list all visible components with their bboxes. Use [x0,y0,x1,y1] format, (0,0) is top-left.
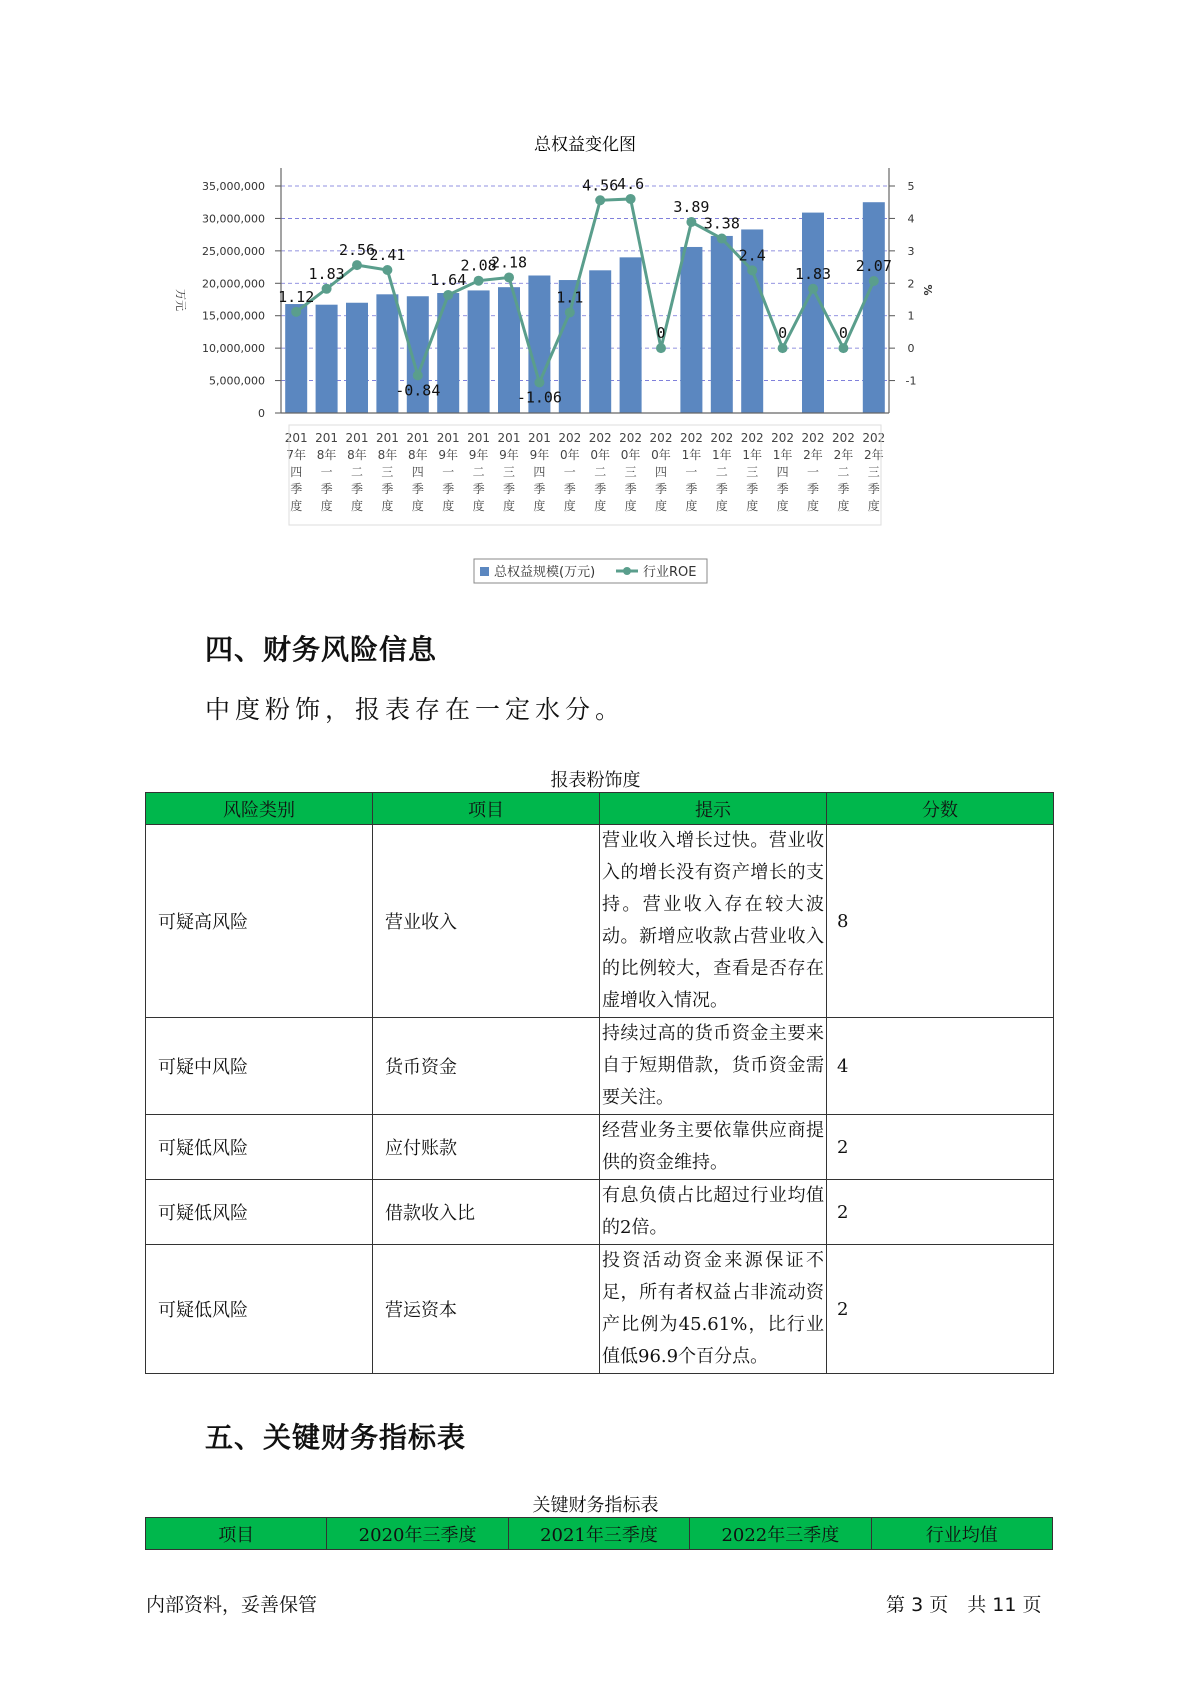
x-tick-label: 0年 [651,448,671,462]
risk-hint: 投资活动资金来源保证不足，所有者权益占非流动资产比例为45.61%，比行业值低96.9个百分点。 [600,1245,827,1374]
page-total: 11 [992,1594,1017,1616]
x-tick-label: 度 [746,499,759,513]
table-row [146,1115,1054,1180]
x-tick-label: 四 [654,465,668,479]
page-prefix: 第 [886,1594,906,1616]
x-tick-label: 7年 [286,448,307,462]
roe-point [443,290,453,300]
risk-category: 可疑低风险 [146,1115,373,1180]
y2-tick-label: 4 [907,212,915,226]
x-tick-label: 201 [406,431,430,445]
page-suffix: 页 [1022,1594,1042,1616]
x-tick-label: 202 [710,431,734,445]
roe-data-label: 1.83 [308,264,345,283]
x-tick-label: 8年 [347,448,367,462]
risk-hint: 持续过高的货币资金主要来自于短期借款，货币资金需要关注。 [600,1018,827,1115]
x-tick-label: 0年 [559,448,580,462]
roe-point [595,195,605,205]
x-tick-label: 三 [381,465,394,479]
x-tick-label: 202 [588,431,612,445]
risk-score: 2 [827,1115,1054,1180]
x-tick-label: 2年 [833,448,854,462]
kfi-header-2022q3: 2022年三季度 [690,1518,871,1550]
x-tick-label: 度 [320,499,333,513]
roe-data-label: 1.1 [556,288,584,307]
x-tick-label: 四 [411,465,424,479]
x-tick-label: 度 [654,499,668,513]
x-tick-label: 二 [350,465,364,479]
bar [285,304,307,413]
bar [316,305,338,413]
risk-score: 8 [827,825,1054,1018]
page-current: 3 [911,1594,924,1616]
risk-hint: 营业收入增长过快。营业收入的增长没有资产增长的支持。营业收入存在较大波动。新增应收款占营业收入的比例较大，查看是否存在虚增收入情况。 [600,825,827,1018]
x-tick-label: 202 [558,431,582,445]
x-tick-label: 一 [320,465,333,479]
x-tick-label: 季 [746,482,759,496]
x-tick-label: 一 [806,465,820,479]
roe-data-label: 4.6 [617,174,645,193]
roe-data-label: 1.83 [794,264,832,283]
section5-heading: 五、关键财务指标表 [205,1421,467,1454]
x-tick-label: 202 [831,431,855,445]
roe-data-label: 0 [656,324,666,343]
x-tick-label: 三 [867,465,880,479]
roe-data-label: 2.18 [490,253,528,272]
roe-point [747,265,757,275]
roe-data-label: 2.41 [369,245,406,264]
roe-point [504,272,514,282]
roe-point [778,343,788,353]
risk-score: 2 [827,1245,1054,1374]
x-tick-label: 季 [533,482,546,496]
bar [620,257,642,413]
x-tick-label: 季 [563,482,576,496]
x-tick-label: 季 [350,482,364,496]
x-tick-label: 一 [442,465,455,479]
roe-data-label: 2.08 [460,256,497,275]
x-tick-label: 季 [837,482,850,496]
y-tick-label: 30,000,000 [202,212,265,226]
x-tick-label: 季 [685,482,698,496]
kfi-header-2021q3: 2021年三季度 [508,1518,689,1550]
header-item: 项目 [373,793,600,825]
equity-chart [174,135,980,600]
roe-point [565,307,575,317]
x-tick-label: 9年 [438,448,459,462]
y-tick-label: 25,000,000 [202,244,265,258]
table-row [146,1018,1054,1115]
roe-data-label: 3.89 [673,197,710,216]
x-tick-label: 四 [290,465,303,479]
x-tick-label: 201 [497,431,521,445]
x-tick-label: 0年 [620,448,641,462]
kfi-table [145,1517,1053,1550]
risk-category: 可疑低风险 [146,1180,373,1245]
roe-point [534,378,544,388]
roe-point [352,260,362,270]
section4-heading: 四、财务风险信息 [205,633,438,666]
legend-bar-label: 总权益规模(万元) [494,565,596,580]
header-hint: 提示 [600,793,827,825]
risk-summary: 中度粉饰，报表存在一定水分。 [205,695,626,724]
y2-tick-label: -1 [905,374,917,388]
x-tick-label: 季 [776,482,789,496]
x-tick-label: 度 [533,499,546,513]
x-tick-label: 201 [375,431,399,445]
x-tick-label: 度 [837,499,850,513]
header-score: 分数 [827,793,1054,825]
x-tick-label: 202 [619,431,643,445]
bar [346,303,368,413]
y-tick-label: 0 [258,407,265,420]
roe-point [869,276,879,286]
y2-tick-label: 0 [907,342,915,356]
bar [711,236,733,413]
roe-point [322,284,332,294]
y-tick-label: 10,000,000 [202,342,265,356]
bar [589,270,611,413]
x-tick-label: 1年 [711,448,732,462]
x-tick-label: 201 [467,431,491,445]
x-tick-label: 201 [436,431,460,445]
kfi-table-caption: 关键财务指标表 [532,1495,659,1516]
x-tick-label: 度 [442,499,455,513]
bar [468,290,490,413]
x-tick-label: 度 [381,499,394,513]
chart-title: 总权益变化图 [534,135,636,155]
risk-hint: 有息负债占比超过行业均值的2倍。 [600,1180,827,1245]
kfi-header-industry-avg: 行业均值 [871,1518,1052,1550]
bar [802,213,824,413]
x-tick-label: 202 [649,431,673,445]
x-tick-label: 二 [837,465,850,479]
x-tick-label: 2年 [863,448,884,462]
roe-data-label: 2.56 [338,241,376,260]
x-tick-label: 202 [771,431,795,445]
roe-data-label: -1.06 [516,388,562,407]
x-tick-label: 季 [806,482,820,496]
risk-hint: 经营业务主要依靠供应商提供的资金维持。 [600,1115,827,1180]
x-tick-label: 四 [533,465,546,479]
roe-data-label: -0.84 [395,381,441,400]
bar [437,293,459,413]
y2-tick-label: 5 [907,180,915,193]
kfi-header-2020q3: 2020年三季度 [327,1518,508,1550]
x-tick-label: 一 [685,465,698,479]
x-tick-label: 季 [624,482,637,496]
roe-data-label: 4.56 [582,176,619,195]
risk-item: 货币资金 [373,1018,600,1115]
x-tick-label: 度 [806,499,820,513]
x-tick-label: 季 [442,482,455,496]
risk-item: 应付账款 [373,1115,600,1180]
x-tick-label: 季 [290,482,303,496]
kfi-table-header [146,1518,1053,1550]
table-row [146,1180,1054,1245]
x-tick-label: 度 [563,499,576,513]
x-tick-label: 度 [624,499,637,513]
risk-score: 4 [827,1018,1054,1115]
footer-confidential: 内部资料，妥善保管 [146,1594,318,1616]
x-tick-label: 三 [624,465,637,479]
risk-category: 可疑高风险 [146,825,373,1018]
risk-category: 可疑中风险 [146,1018,373,1115]
x-tick-label: 1年 [772,448,793,462]
x-tick-label: 202 [801,431,825,445]
roe-data-label: 2.4 [738,246,766,265]
x-tick-label: 二 [715,465,728,479]
x-tick-label: 度 [502,499,516,513]
y-tick-label: 35,000,000 [202,180,265,193]
x-tick-label: 度 [776,499,789,513]
x-tick-label: 季 [381,482,394,496]
x-tick-label: 8年 [377,448,398,462]
roe-point [413,370,423,380]
x-tick-label: 2年 [803,448,823,462]
x-tick-label: 三 [502,465,516,479]
x-tick-label: 201 [315,431,339,445]
x-tick-label: 度 [594,499,607,513]
x-tick-label: 四 [776,465,789,479]
y-tick-label: 20,000,000 [202,277,265,291]
roe-point [626,194,636,204]
y-tick-label: 5,000,000 [209,374,265,388]
x-tick-label: 三 [746,465,759,479]
x-tick-label: 202 [679,431,703,445]
x-tick-label: 度 [867,499,880,513]
roe-data-label: 0 [838,324,848,343]
roe-point [686,217,696,227]
x-tick-label: 度 [715,499,728,513]
roe-data-label: 0 [778,324,788,343]
x-tick-label: 二 [472,465,485,479]
roe-point [808,284,818,294]
x-tick-label: 0年 [590,448,611,462]
roe-point [656,343,666,353]
roe-point [382,265,392,275]
y-tick-label: 15,000,000 [202,309,265,323]
y2-axis-label: % [921,284,934,296]
x-tick-label: 季 [411,482,424,496]
roe-point [291,307,301,317]
roe-data-label: 1.12 [278,287,315,306]
risk-item: 借款收入比 [373,1180,600,1245]
y2-tick-label: 1 [907,309,915,323]
risk-table-header [146,793,1054,825]
page-mid: 页 共 [929,1594,987,1616]
x-tick-label: 季 [472,482,485,496]
legend-line-marker [623,567,631,575]
roe-data-label: 3.38 [703,214,740,233]
x-tick-label: 1年 [742,448,763,462]
x-tick-label: 9年 [529,448,550,462]
y-axis-label: 万元 [174,289,187,311]
table-row [146,1245,1054,1374]
risk-category: 可疑低风险 [146,1245,373,1374]
legend-line-label: 行业ROE [643,565,697,580]
x-tick-label: 9年 [499,448,519,462]
x-tick-label: 度 [685,499,698,513]
x-tick-label: 8年 [316,448,337,462]
x-tick-label: 季 [594,482,607,496]
x-tick-label: 202 [862,431,886,445]
risk-item: 营业收入 [373,825,600,1018]
x-tick-label: 季 [715,482,728,496]
bar [863,202,885,413]
roe-point [474,276,484,286]
x-tick-label: 一 [563,465,576,479]
x-tick-label: 9年 [468,448,489,462]
x-tick-label: 201 [284,431,308,445]
x-tick-label: 1年 [681,448,702,462]
table-row [146,825,1054,1018]
x-tick-label: 度 [472,499,485,513]
x-tick-label: 季 [654,482,668,496]
x-tick-label: 二 [594,465,607,479]
x-tick-label: 度 [290,499,303,513]
x-tick-label: 度 [411,499,424,513]
bar [680,247,702,413]
risk-table-caption: 报表粉饰度 [550,770,641,791]
x-tick-label: 8年 [407,448,428,462]
risk-table [145,792,1054,1374]
kfi-header-item: 项目 [146,1518,327,1550]
header-category: 风险类别 [146,793,373,825]
roe-data-label: 1.64 [430,270,467,289]
risk-score: 2 [827,1180,1054,1245]
legend-bar-swatch [480,567,489,576]
x-tick-label: 季 [502,482,516,496]
x-tick-label: 季 [320,482,333,496]
x-tick-label: 201 [527,431,551,445]
x-tick-label: 季 [867,482,880,496]
roe-point [838,343,848,353]
y2-tick-label: 3 [907,244,915,258]
risk-item: 营运资本 [373,1245,600,1374]
roe-point [717,234,727,244]
roe-data-label: 2.07 [855,257,892,276]
page-number [886,1590,1042,1617]
x-tick-label: 201 [345,431,369,445]
x-tick-label: 202 [740,431,764,445]
y2-tick-label: 2 [907,277,915,291]
x-tick-label: 度 [350,499,364,513]
